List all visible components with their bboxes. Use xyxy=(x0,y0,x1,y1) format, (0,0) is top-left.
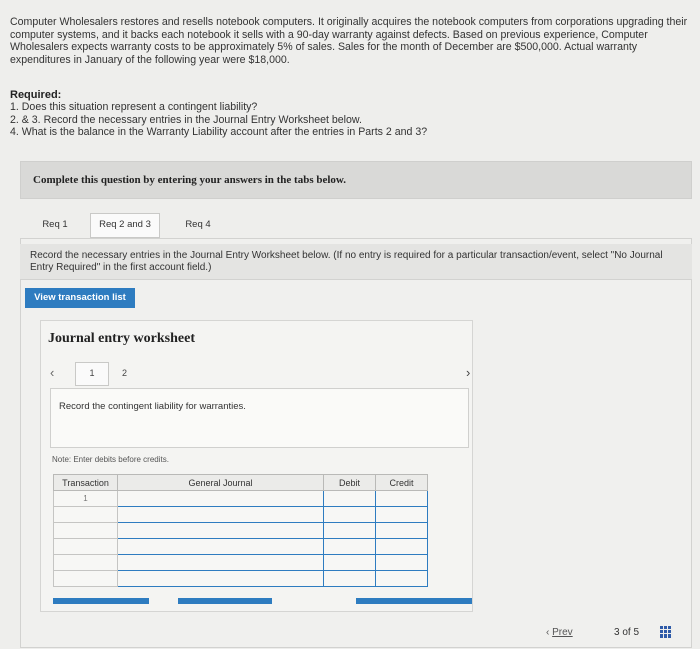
record-entry-button[interactable] xyxy=(53,598,149,604)
chevron-left-icon[interactable]: ‹ xyxy=(50,365,55,380)
journal-table xyxy=(53,474,428,587)
debit-cell[interactable] xyxy=(324,491,376,507)
credit-cell[interactable] xyxy=(376,571,428,587)
column-header-general-journal: General Journal xyxy=(118,475,324,491)
clear-entry-button[interactable] xyxy=(178,598,272,604)
general-journal-cell[interactable] xyxy=(118,571,324,587)
required-item: 1. Does this situation represent a contingent liability? xyxy=(10,101,258,113)
general-journal-cell[interactable] xyxy=(118,491,324,507)
worksheet-page-2[interactable]: 2 xyxy=(122,368,128,378)
general-journal-cell[interactable] xyxy=(118,523,324,539)
credit-cell[interactable] xyxy=(376,491,428,507)
note-text: Note: Enter debits before credits. xyxy=(52,455,169,464)
required-item: 2. & 3. Record the necessary entries in the Journal Entry Worksheet below. xyxy=(10,113,362,126)
debit-cell[interactable] xyxy=(324,571,376,587)
tab-req-1[interactable]: Req 1 xyxy=(42,219,68,230)
instruction-text: Record the necessary entries in the Journal Entry Worksheet below. (If no entry is required for a particular transaction/event, select "No Journal Entry Required" in the first account field.) xyxy=(30,250,663,273)
table-row xyxy=(54,555,428,571)
chevron-right-icon[interactable]: › xyxy=(466,365,471,380)
chevron-left-icon: ‹ xyxy=(546,627,553,638)
transaction-cell xyxy=(54,507,118,523)
worksheet-page-1[interactable]: 1 xyxy=(75,362,109,386)
debit-cell[interactable] xyxy=(324,523,376,539)
banner-text: Complete this question by entering your answers in the tabs below. xyxy=(33,174,347,186)
table-row xyxy=(54,539,428,555)
transaction-cell xyxy=(54,539,118,555)
complete-banner xyxy=(20,161,692,199)
view-general-journal-button[interactable] xyxy=(356,598,472,604)
credit-cell[interactable] xyxy=(376,555,428,571)
table-row xyxy=(54,491,428,507)
general-journal-cell[interactable] xyxy=(118,539,324,555)
required-item: 4. What is the balance in the Warranty Liability account after the entries in Parts 2 and 3? xyxy=(10,126,428,138)
transaction-cell xyxy=(54,555,118,571)
required-list xyxy=(10,101,427,139)
prev-button[interactable] xyxy=(546,627,573,638)
record-prompt: Record the contingent liability for warranties. xyxy=(59,401,246,412)
column-header-credit: Credit xyxy=(376,475,428,491)
credit-cell[interactable] xyxy=(376,539,428,555)
transaction-cell xyxy=(54,523,118,539)
general-journal-cell[interactable] xyxy=(118,555,324,571)
tab-req-2-and-3[interactable]: Req 2 and 3 xyxy=(90,213,160,238)
worksheet-title: Journal entry worksheet xyxy=(48,331,195,346)
table-row xyxy=(54,507,428,523)
required-title: Required: xyxy=(10,89,62,101)
table-row xyxy=(54,571,428,587)
record-prompt-box xyxy=(50,388,469,448)
grid-icon[interactable] xyxy=(660,626,673,638)
prev-label: Prev xyxy=(552,627,573,638)
tab-req-4[interactable]: Req 4 xyxy=(185,219,211,230)
credit-cell[interactable] xyxy=(376,507,428,523)
page-count: 3 of 5 xyxy=(614,627,640,638)
credit-cell[interactable] xyxy=(376,523,428,539)
view-transaction-list-button[interactable]: View transaction list xyxy=(25,288,135,308)
transaction-cell xyxy=(54,571,118,587)
debit-cell[interactable] xyxy=(324,507,376,523)
debit-cell[interactable] xyxy=(324,555,376,571)
problem-text: Computer Wholesalers restores and resells notebook computers. It originally acquires the notebook computers from corporations upgrading their computer systems, and it backs each notebook it sells with a 90-day warranty against defects. Based on previous experience, Computer Wholesalers expects warranty costs to be approximately 5% of sales. Sales for the month of December are $500,000. Actual warranty expenditures in January of the following year were $18,000. xyxy=(10,16,688,66)
column-header-debit: Debit xyxy=(324,475,376,491)
column-header-transaction: Transaction xyxy=(54,475,118,491)
general-journal-cell[interactable] xyxy=(118,507,324,523)
transaction-cell: 1 xyxy=(54,491,118,507)
debit-cell[interactable] xyxy=(324,539,376,555)
instruction-box xyxy=(20,244,692,280)
table-row xyxy=(54,523,428,539)
